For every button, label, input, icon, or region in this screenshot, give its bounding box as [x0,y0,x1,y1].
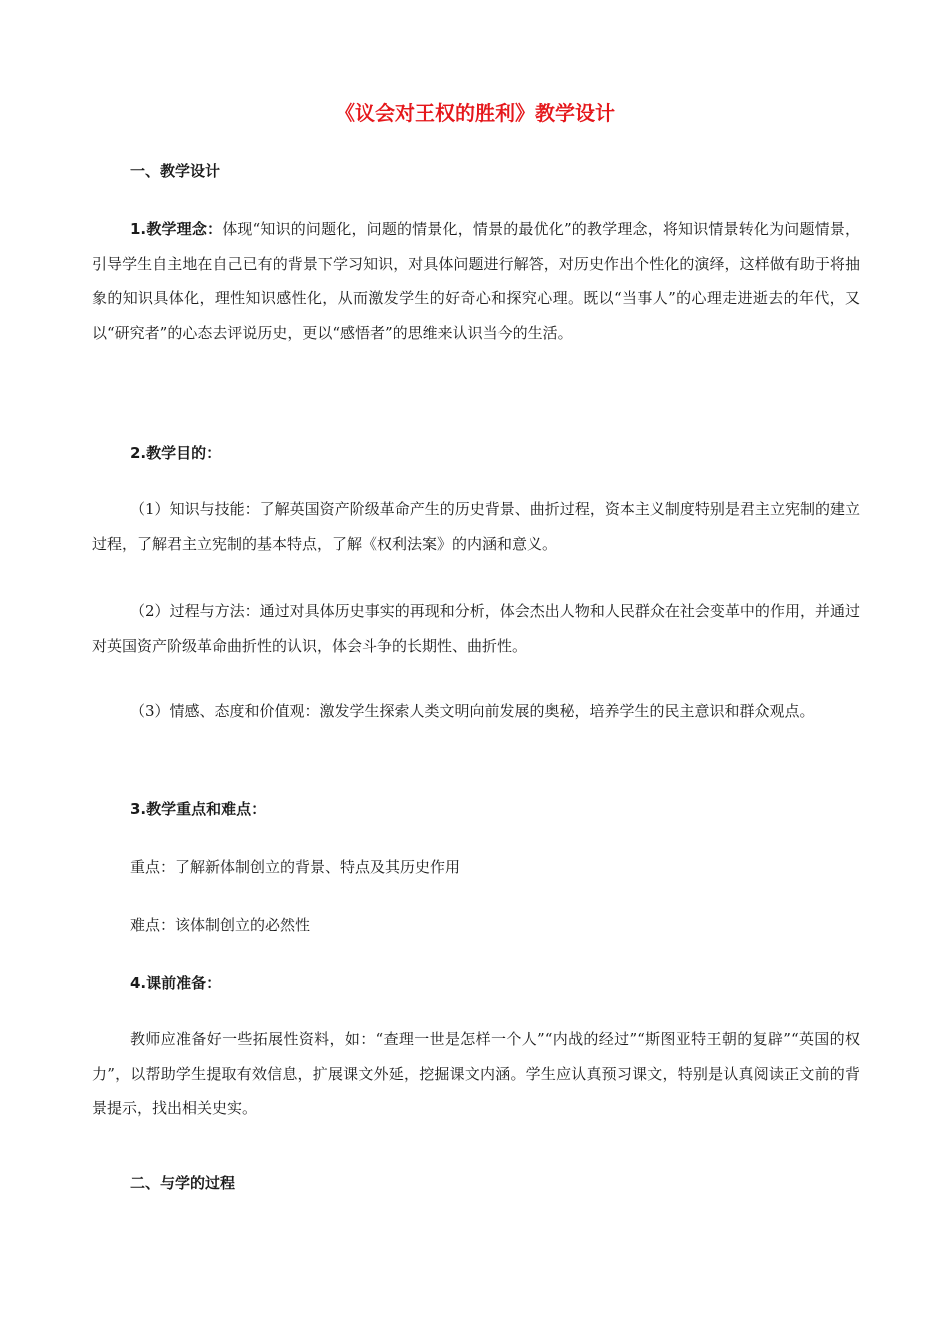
key-point: 重点：了解新体制创立的背景、特点及其历史作用 [130,858,461,876]
section-heading-learning-process: 二、与学的过程 [130,1174,236,1192]
difficult-point: 难点：该体制创立的必然性 [130,916,311,934]
teaching-philosophy-paragraph [92,212,860,350]
objective-process-methods: （2）过程与方法：通过对具体历史事实的再现和分析，体会杰出人物和人民群众在社会变革中的作用，并通过对英国资产阶级革命曲折性的认识，体会斗争的长期性、曲折性。 [92,602,860,655]
objective-values: （3）情感、态度和价值观：激发学生探索人类文明向前发展的奥秘，培养学生的民主意识和群众观点。 [130,702,815,720]
preparation-heading: 4.课前准备： [130,974,222,992]
preparation-paragraph: 教师应准备好一些拓展性资料，如：“查理一世是怎样一个人”“内战的经过”“斯图亚特王朝的复辟”“英国的权力”，以帮助学生提取有效信息，扩展课文外延，挖掘课文内涵。学生应认真预习课文，特别是认真阅读正文前的背景提示，找出相关史实。 [92,1030,860,1117]
key-difficult-points-heading: 3.教学重点和难点： [130,800,267,818]
section-heading-teaching-design: 一、教学设计 [130,162,221,180]
teaching-objectives-heading: 2.教学目的： [130,444,222,462]
teaching-philosophy-text: 体现“知识的问题化，问题的情景化，情景的最优化”的教学理念，将知识情景转化为问题情景，引导学生自主地在自己已有的背景下学习知识，对具体问题进行解答，对历史作出个性化的演绎，这样做有助于将抽象的知识具体化，理性知识感性化，从而激发学生的好奇心和探究心理。既以“当事人”的心理走进逝去的年代，又以“研究者”的心态去评说历史，更以“感悟者”的思维来认识当今的生活。 [92,220,860,342]
teaching-philosophy-label: 1.教学理念： [130,220,223,238]
document-title: 《议会对王权的胜利》教学设计 [335,101,615,125]
objective-knowledge-skills: （1）知识与技能：了解英国资产阶级革命产生的历史背景、曲折过程，资本主义制度特别是君主立宪制的建立过程，了解君主立宪制的基本特点，了解《权利法案》的内涵和意义。 [92,500,860,553]
